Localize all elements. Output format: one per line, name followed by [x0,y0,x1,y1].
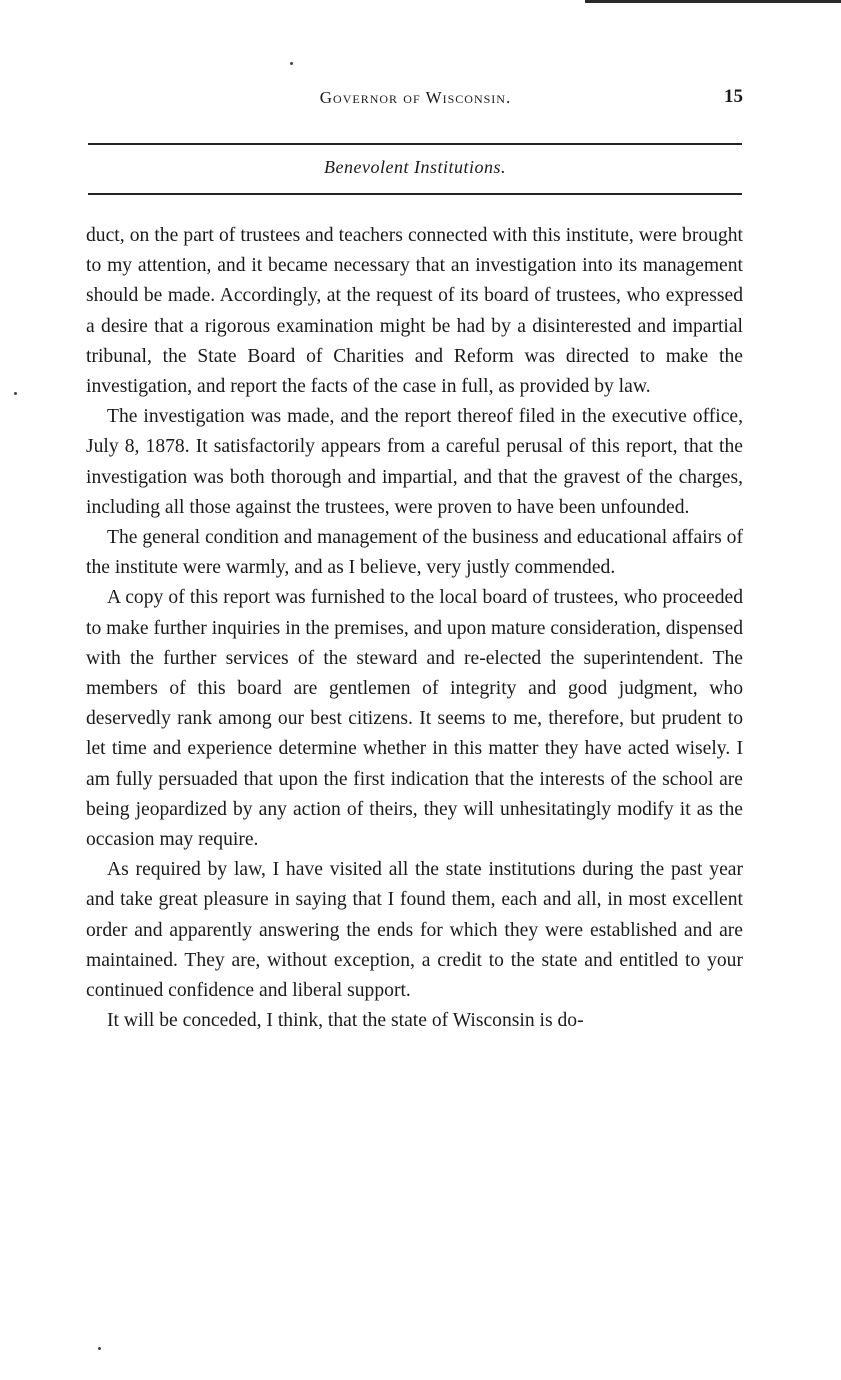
paragraph: The general condition and management of the business and educational affairs of the institute were warmly, and as I believe, very justly commended. [86,527,743,579]
header-rule-top [88,143,742,145]
print-speck [98,1347,101,1350]
running-head [88,88,743,114]
paragraph: As required by law, I have visited all the state institutions during the past year and take great pleasure in saying that I found them, each and all, in most excellent order and apparently answering the ends for which they were established and are maintained. They are, without exception, a credit to the state and entitled to your continued confidence and liberal support. [86,859,743,1002]
page-edge-rule [585,0,841,3]
paragraph-last: It will be conceded, I think, that the state of Wisconsin is do- [107,1010,584,1032]
body-text [86,221,743,1036]
section-title: Benevolent Institutions. [324,157,506,177]
paragraph-continued: duct, on the part of trustees and teachers connected with this institute, were brought to my attention, and it became necessary that an investigation into its management should be made. Accordingly, at the request of its board of trustees, who expressed a desire that a rigorous examination might be had by a disinterested and impartial tribunal, the State Board of Charities and Reform was directed to make the investigation, and report the facts of the case in full, as provided by law. [86,225,743,398]
print-speck [290,62,293,65]
paragraph: A copy of this report was furnished to the local board of trustees, who proceeded to make further inquiries in the premises, and upon mature consideration, dispensed with the further services of the steward and re-elected the superintendent. The members of this board are gentlemen of integrity and good judgment, who deservedly rank among our best citizens. It seems to me, therefore, but prudent to let time and experience determine whether in this matter they have acted wisely. I am fully persuaded that upon the first indication that the interests of the school are being jeopardized by any action of theirs, they will unhesitatingly modify it as the occasion may require. [86,587,743,851]
print-speck [14,392,17,395]
page-number: 15 [724,86,743,107]
running-title: Governor of Wisconsin. [319,88,512,107]
header-rule-bottom [88,193,742,195]
paragraph: The investigation was made, and the report thereof filed in the executive office, July 8, 1878. It satisfactorily appears from a careful perusal of this report, that the investigation was both thorough and impartial, and that the gravest of the charges, including all those against the trustees, were proven to have been unfounded. [86,406,743,518]
